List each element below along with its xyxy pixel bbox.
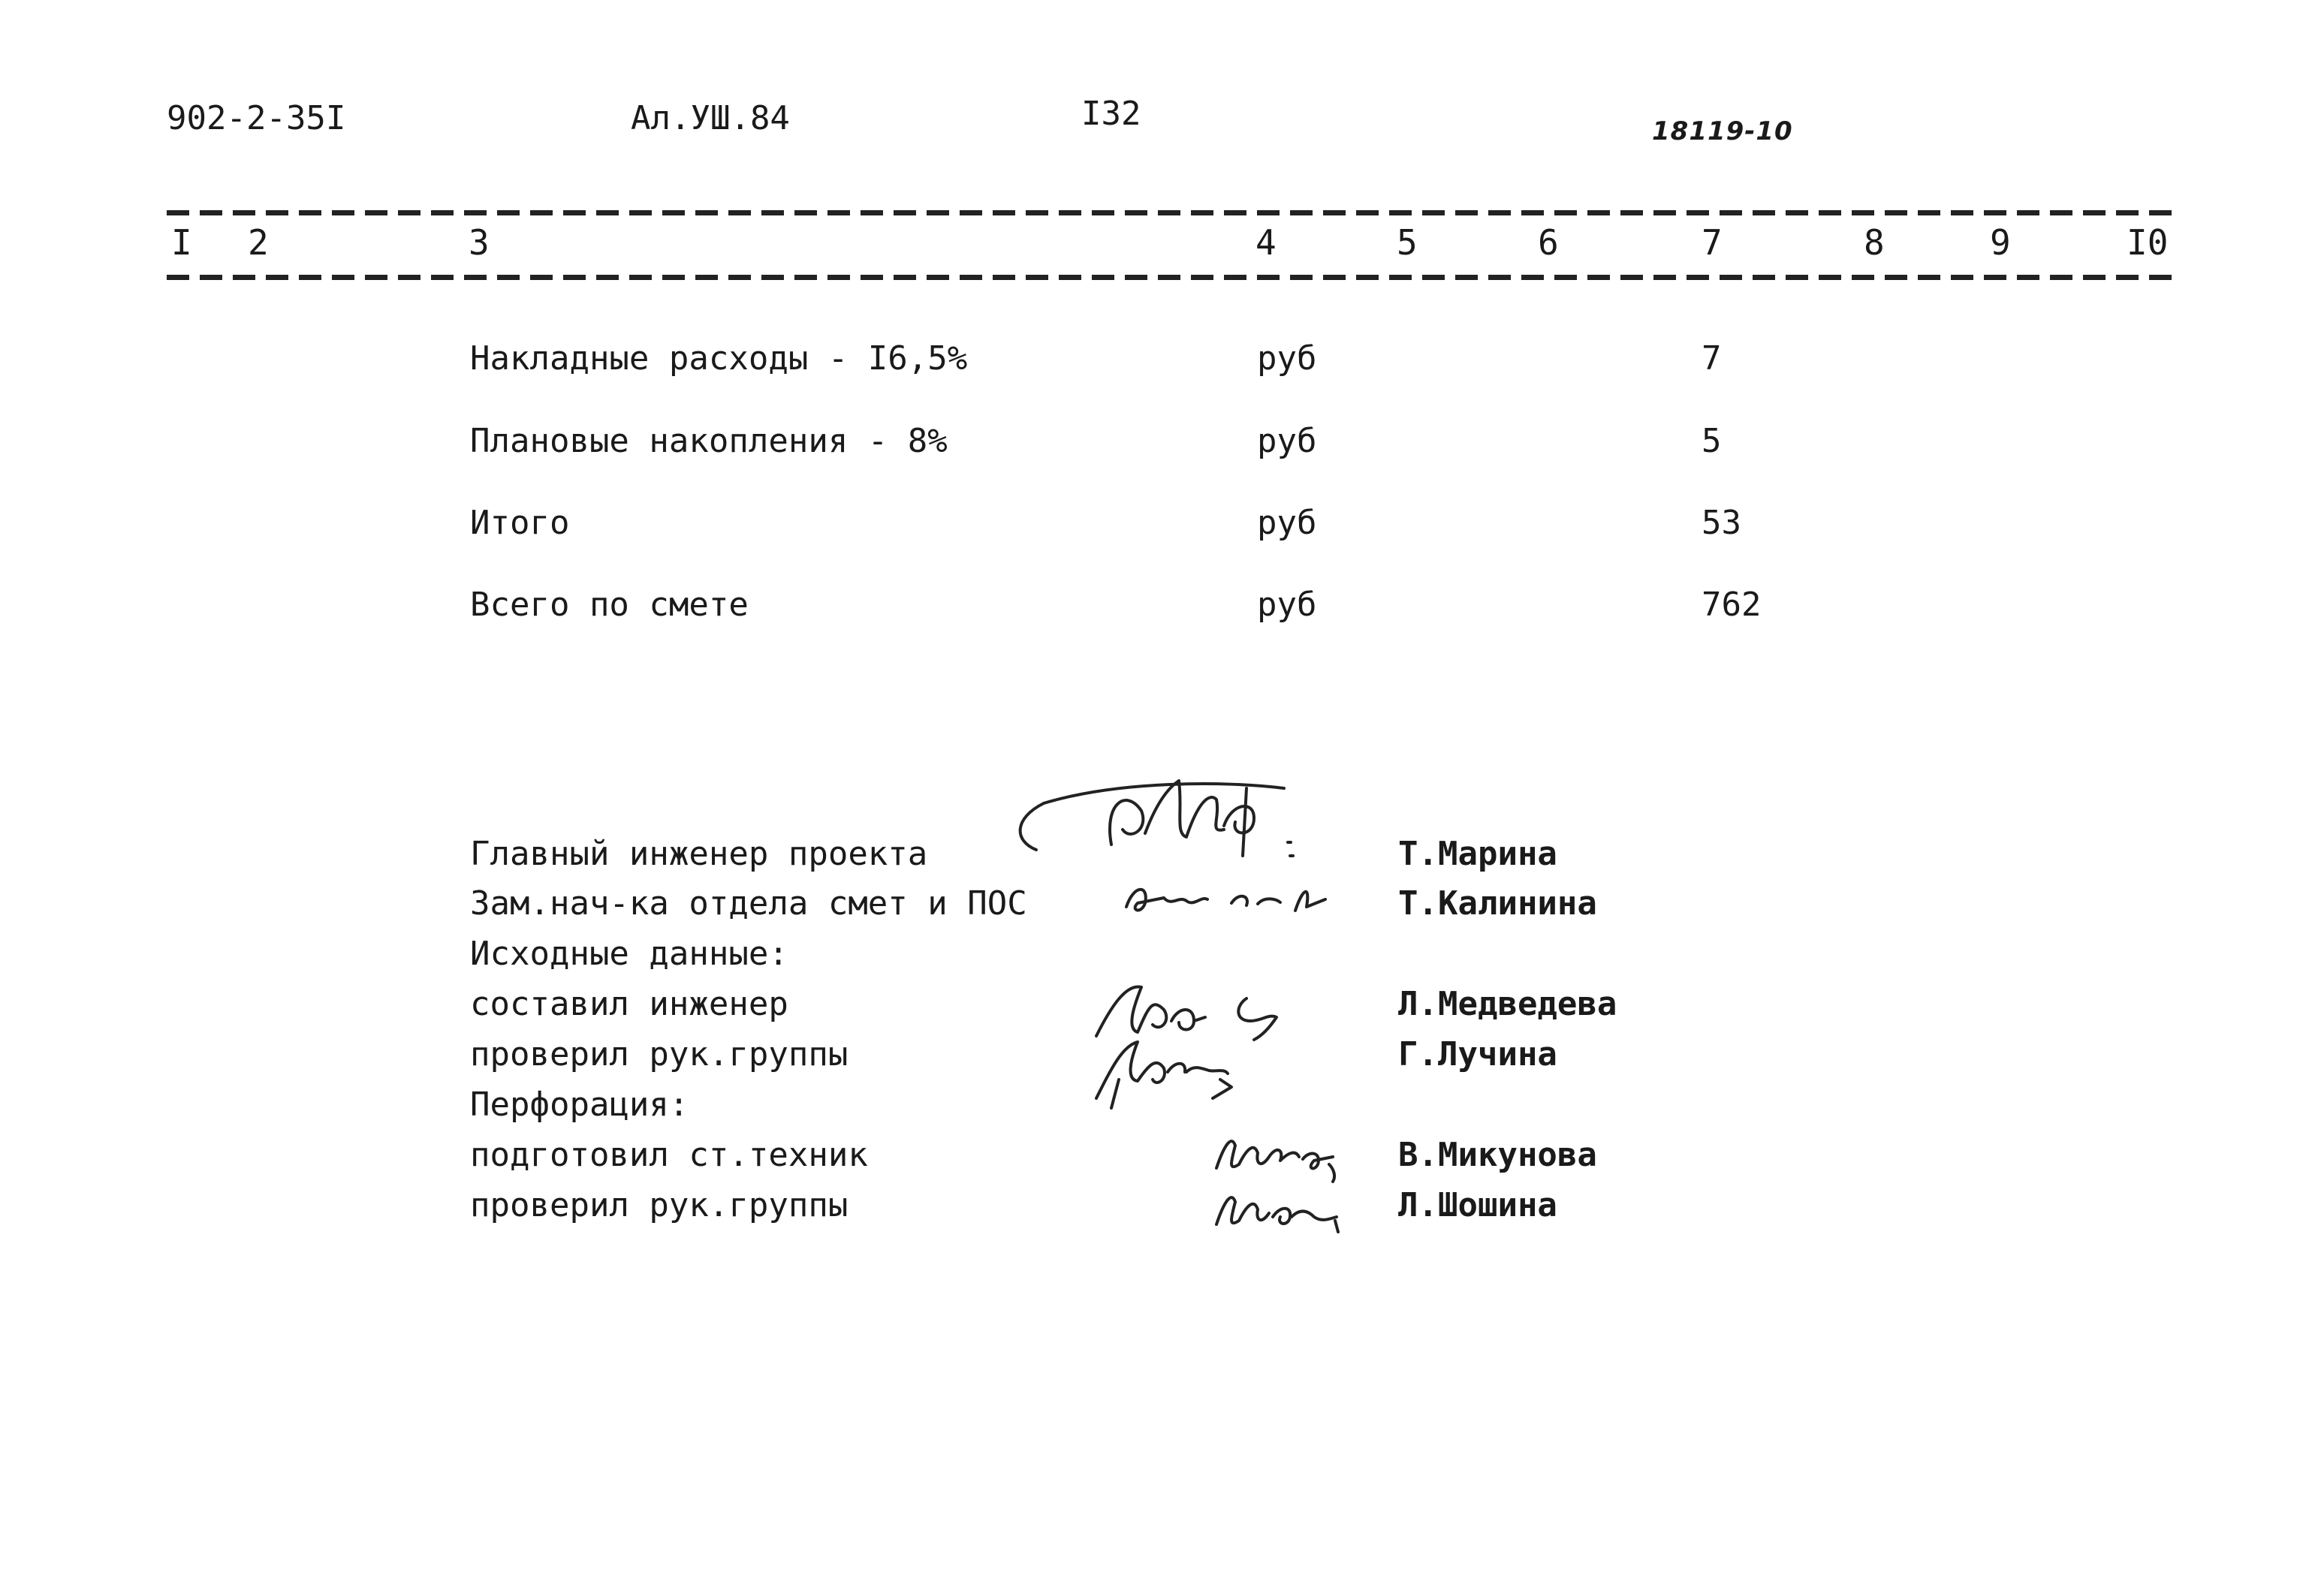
column-number-8: 8 — [1864, 222, 1885, 263]
section-source-data: Исходные данные: — [470, 935, 788, 973]
row-subtotal-value: 53 — [1702, 504, 1741, 542]
row-planned-savings-unit: руб — [1257, 422, 1317, 460]
name-checked-by-group-lead-2: Л.Шошина — [1398, 1186, 1557, 1224]
column-number-1: I — [171, 222, 192, 263]
role-deputy-head: Зам.нач-ка отдела смет и ПОС — [470, 884, 1027, 923]
column-number-5: 5 — [1397, 222, 1418, 263]
signature-group-lead — [1074, 1027, 1269, 1110]
name-deputy-head: Т.Калинина — [1398, 884, 1597, 923]
role-checked-by-group-lead: проверил рук.группы — [470, 1035, 849, 1074]
top-dashed-rule — [167, 210, 2176, 215]
signature-deputy-head — [1119, 877, 1359, 922]
archive-stamp: 18119-10 — [1652, 116, 1793, 146]
column-number-2: 2 — [248, 222, 269, 263]
column-number-6: 6 — [1538, 222, 1559, 263]
role-checked-by-group-lead-2: проверил рук.группы — [470, 1186, 849, 1224]
column-number-9: 9 — [1990, 222, 2011, 263]
role-chief-engineer: Главный инженер проекта — [470, 835, 928, 873]
section-perforation: Перфорация: — [470, 1086, 689, 1124]
column-number-4: 4 — [1255, 222, 1277, 263]
row-subtotal-name: Итого — [470, 504, 570, 542]
row-overhead-unit: руб — [1257, 339, 1317, 378]
signature-chief-engineer — [999, 758, 1314, 871]
album-code: Ал.УШ.84 — [631, 99, 790, 137]
signature-technician — [1201, 1123, 1367, 1183]
bottom-dashed-rule — [167, 275, 2176, 280]
name-checked-by-group-lead: Г.Лучина — [1398, 1035, 1557, 1074]
row-grand-total-unit: руб — [1257, 586, 1317, 624]
row-overhead-value: 7 — [1702, 339, 1722, 378]
column-number-10: I0 — [2127, 222, 2169, 263]
document-number: 902-2-35I — [167, 99, 346, 137]
row-planned-savings-value: 5 — [1702, 422, 1722, 460]
row-overhead-name: Накладные расходы - I6,5% — [470, 339, 968, 378]
name-prepared-by-technician: В.Микунова — [1398, 1136, 1597, 1174]
column-number-7: 7 — [1702, 222, 1723, 263]
row-subtotal-unit: руб — [1257, 504, 1317, 542]
name-chief-engineer: Т.Марина — [1398, 835, 1557, 873]
row-planned-savings-name: Плановые накопления - 8% — [470, 422, 948, 460]
page-number: I32 — [1081, 95, 1141, 133]
name-compiled-by: Л.Медведева — [1398, 985, 1617, 1023]
signature-group-lead-2 — [1201, 1176, 1367, 1236]
row-grand-total-name: Всего по смете — [470, 586, 749, 624]
row-grand-total-value: 762 — [1702, 586, 1762, 624]
role-prepared-by-technician: подготовил ст.техник — [470, 1136, 868, 1174]
role-compiled-by: составил инженер — [470, 985, 788, 1023]
column-number-3: 3 — [469, 222, 490, 263]
